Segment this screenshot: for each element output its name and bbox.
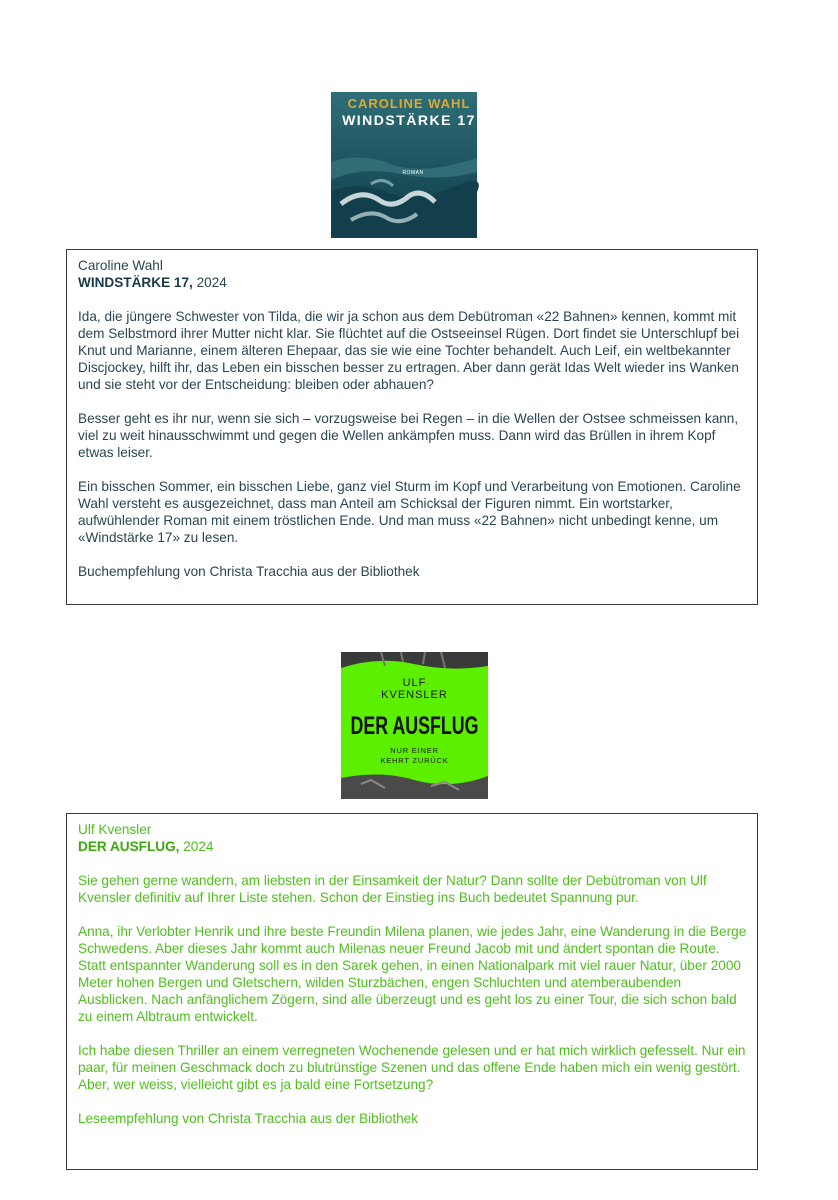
cover-subtitle-text: KEHRT ZURÜCK	[380, 756, 449, 765]
book-review-card	[66, 249, 758, 605]
review-paragraph: Anna, ihr Verlobter Henrik und ihre beste Freundin Milena planen, wie jedes Jahr, eine Wanderung in die Berge Schwedens. Aber dieses Jahr kommt auch Milenas neuer Freund Jacob mit und ändert spontan die Route. Statt entspannter Wanderung soll es in den Sarek gehen, in einen Nationalpark mit viel rauer Natur, über 2000 Meter hohen Bergen und Gletschern, wilden Sturzbächen, engen Schluchten und atemberaubenden Ausblicken. Nach anfänglichem Zögern, sind alle überzeugt und es geht los zu einer Tour, die sich schon bald zu einem Albtraum entwickelt.	[78, 924, 747, 1024]
book-year: 2024	[192, 275, 227, 290]
review-paragraph: Sie gehen gerne wandern, am liebsten in der Einsamkeit der Natur? Dann sollte der Debütroman von Ulf Kvensler definitiv auf Ihrer Liste stehen. Schon der Einstieg ins Buch bedeutet Spannung pur.	[78, 873, 707, 905]
review-signature: Buchempfehlung von Christa Tracchia aus der Bibliothek	[78, 564, 420, 579]
cover-tag-text: ROMAN	[402, 170, 424, 176]
cover-author-first-text: ULF	[402, 677, 427, 689]
review-paragraph: Besser geht es ihr nur, wenn sie sich – vorzugsweise bei Regen – in die Wellen der Ostsee schmeissen kann, viel zu weit hinausschwimmt und gegen die Wellen ankämpfen muss. Dann wird das Brüllen in ihrem Kopf etwas leiser.	[78, 411, 739, 460]
book-title-line	[78, 838, 747, 855]
review-paragraph: Ida, die jüngere Schwester von Tilda, die wir ja schon aus dem Debütroman «22 Bahnen» kennen, kommt mit dem Selbstmord ihrer Mutter nicht klar. Sie flüchtet auf die Ostseeinsel Rügen. Dort findet sie Unterschlupf bei Knut und Marianne, einem älteren Ehepaar, das sie wie eine Tochter behandelt. Auch Leif, ein weltbekannter Discjockey, hilft ihr, das Leben ein bisschen besser zu ertragen. Aber dann gerät Idas Welt wieder ins Wanken und sie steht vor der Entscheidung: bleiben oder abhauen?	[78, 309, 740, 392]
review-signature: Leseempfehlung von Christa Tracchia aus der Bibliothek	[78, 1111, 419, 1126]
book-cover-der-ausflug	[341, 652, 488, 799]
cover-author-text: CAROLINE WAHL	[347, 96, 471, 111]
review-paragraph: Ich habe diesen Thriller an einem verregneten Wochenende gelesen und er hat mich wirklich gefesselt. Nur ein paar, für meinen Geschmack doch zu blutrünstige Szenen und das offene Ende haben mich ein wenig gestört. Aber, wer weiss, vielleicht gibt es ja bald eine Fortsetzung?	[78, 1043, 746, 1092]
cover-subtitle-text: NUR EINER	[390, 746, 439, 755]
book-author: Caroline Wahl	[78, 258, 163, 273]
book-title: WINDSTÄRKE 17,	[78, 275, 193, 290]
book-title: DER AUSFLUG,	[78, 839, 180, 854]
review-paragraph: Ein bisschen Sommer, ein bisschen Liebe, ganz viel Sturm im Kopf und Verarbeitung von Emotionen. Caroline Wahl versteht es ausgezeichnet, dass man Anteil am Schicksal der Figuren nimmt. Ein wortstarker, aufwühlender Roman mit einem tröstlichen Ende. Und man muss «22 Bahnen» nicht unbedingt kenne, um «Windstärke 17» zu lesen.	[78, 479, 741, 545]
book-review-card	[66, 813, 758, 1170]
cover-author-last-text: KVENSLER	[381, 689, 448, 701]
book-author: Ulf Kvensler	[78, 822, 152, 837]
book-title-line	[78, 274, 747, 291]
book-cover-windstaerke	[331, 92, 477, 238]
book-year: 2024	[179, 839, 214, 854]
cover-title-text: DER AUSFLUG	[350, 712, 479, 740]
cover-title-text: WINDSTÄRKE 17	[342, 112, 476, 128]
